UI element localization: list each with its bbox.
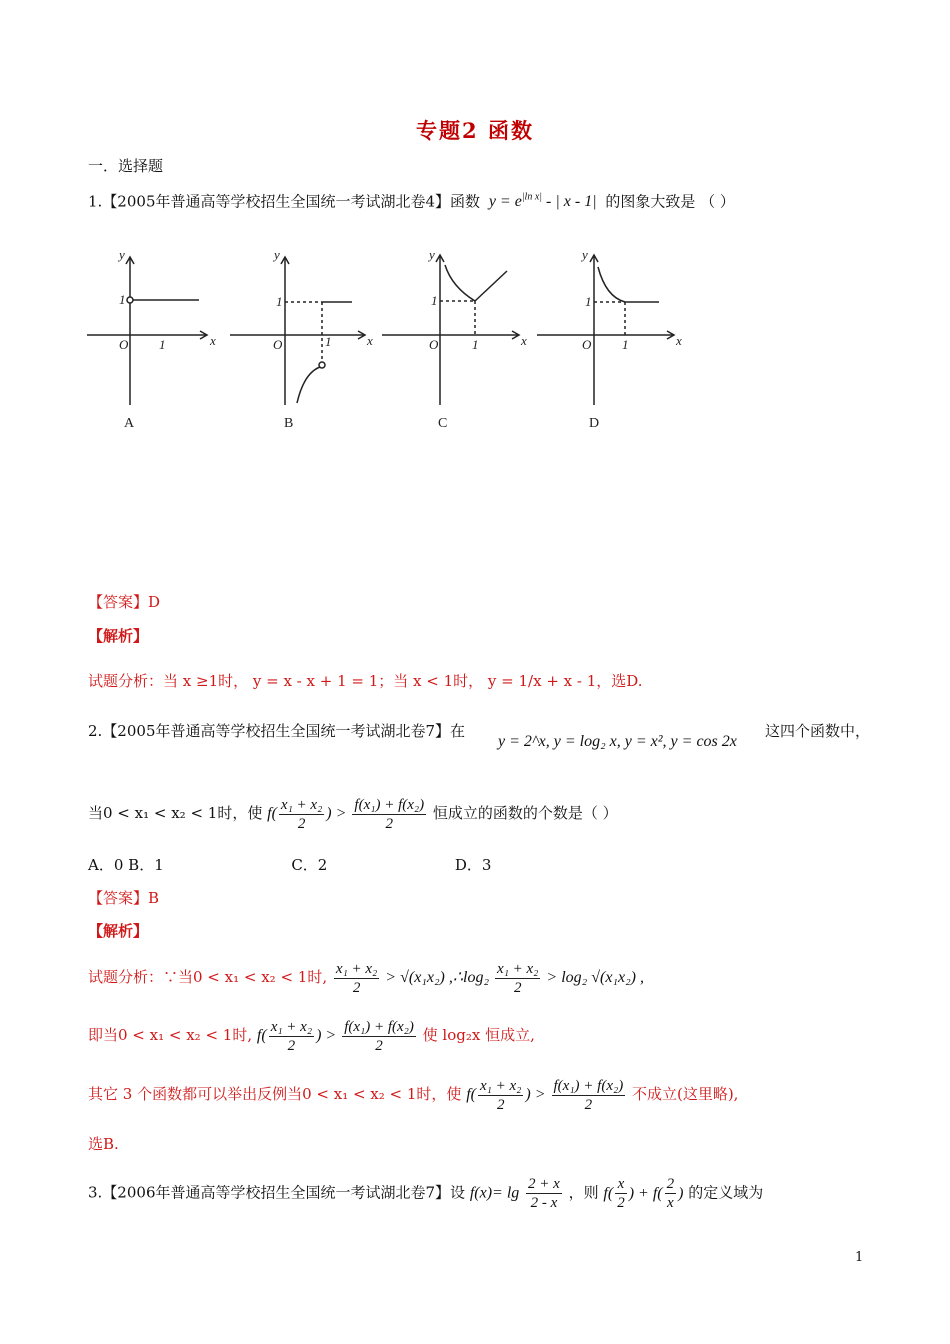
q3-expr: f( $\frac{x}{2}$ ) + f( $\frac{2}{x}$ ) (603, 1176, 684, 1212)
graph-c-x-one: 1 (472, 337, 479, 352)
q1-analysis: 试题分析：当 x ≥1时， y = x - x + 1 = 1；当 x < 1时， y = 1/x + x - 1，选D. (88, 672, 643, 690)
graph-c-origin: O (429, 337, 439, 352)
graph-label-c: C (438, 416, 448, 431)
q2-analysis-2-text: 即当0 < x₁ < x₂ < 1时, (88, 1026, 253, 1045)
q3-line (88, 1175, 763, 1212)
q2-analysis-head: 【解析】 (88, 922, 149, 940)
graph-c (382, 255, 519, 405)
q1-label: 1.【2005年普通高等学校招生全国统一考试湖北卷4】函数 (88, 192, 481, 211)
q2-analysis-3: 其它 3 个函数都可以举出反例当0 < x₁ < x₂ < 1时，使 f( $\frac{\text{x₁ + x₂}}{2}$ ) > $\frac{\text{f(x₁) + f(x₂)}}{2}$ 不成立(这里略), (88, 1078, 739, 1113)
q2-line2-a: 当0 < x₁ < x₂ < 1时，使 (88, 804, 263, 823)
q1-answer: 【答案】D (88, 593, 161, 611)
q2-line1 (88, 721, 465, 741)
q2-analysis-3b: 不成立(这里略), (631, 1085, 739, 1104)
graph-a-x-label: x (210, 333, 216, 348)
q3-frac-num: 2 + x (528, 1176, 560, 1192)
graph-d-y-label: y (582, 247, 588, 262)
q2-option-a: A．0 (88, 856, 124, 874)
graph-b-y-label: y (274, 247, 280, 262)
graph-d-x-label: x (676, 333, 682, 348)
graph-label-a: A (124, 416, 135, 431)
q2-analysis-2b: 使 log₂x 恒成立, (422, 1026, 535, 1045)
graph-d-one: 1 (585, 294, 592, 309)
graph-b-x-one: 1 (325, 334, 332, 349)
q2-option-c: C．2 (291, 856, 328, 874)
q3-mid: ，则 (568, 1183, 599, 1202)
q2-analysis-1-text: 试题分析：∵当0 < x₁ < x₂ < 1时, (88, 968, 328, 987)
q2-analysis-2: 即当0 < x₁ < x₂ < 1时, f( $\frac{\text{x₁ + x₂}}{2}$ ) > $\frac{\text{f(x₁) + f(x₂)}}{2}$ 使 log₂x 恒成立, (88, 1019, 535, 1054)
graph-b (230, 257, 365, 405)
q3-tail: 的定义域为 (688, 1183, 764, 1202)
graph-c-one: 1 (431, 293, 438, 308)
q2-line2 (88, 796, 618, 833)
graph-a-origin: O (119, 337, 129, 352)
q2-option-b: B．1 (128, 856, 164, 874)
graph-d (537, 255, 674, 405)
q2-analysis-1: 试题分析：∵当0 < x₁ < x₂ < 1时, $\frac{\text{x₁ + x₂}}{2}$ > √(x₁x₂) ,∴log₂ $\frac{\text{x₁ + x₂}}{2}$ > log₂ √(x₁x₂) , (88, 961, 644, 996)
graph-label-b: B (284, 416, 294, 431)
q2-label: 2.【2005年普通高等学校招生全国统一考试湖北卷7】在 (88, 722, 466, 740)
q2-line2-b: 恒成立的函数的个数是（ ） (432, 804, 618, 823)
graph-d-x-one: 1 (622, 337, 629, 352)
section-heading: 一．选择题 (88, 157, 164, 175)
q1-graphs (82, 245, 682, 440)
graph-b-one: 1 (276, 294, 283, 309)
q2-option-d: D．3 (454, 856, 492, 874)
q2-analysis-4: 选B. (88, 1135, 119, 1153)
graph-a (87, 257, 207, 405)
q1-formula: $y = e^{|ln x|}$ - | x - 1| (484, 192, 601, 211)
page-title: 专题2 函数 (416, 118, 534, 143)
q1-line (88, 188, 735, 212)
graph-d-origin: O (582, 337, 592, 352)
graph-b-origin: O (273, 337, 283, 352)
q3-frac-den: 2 - x (530, 1195, 558, 1211)
q1-tail: 的图象大致是 （ ） (605, 192, 735, 211)
graph-b-x-label: x (367, 333, 373, 348)
q1-analysis-head: 【解析】 (88, 627, 149, 645)
graph-c-x-label: x (521, 333, 527, 348)
graph-c-y-label: y (429, 247, 435, 262)
page-number: 1 (855, 1250, 864, 1265)
q2-functions: y = 2^x, y = log₂ x, y = x², y = cos 2x (498, 733, 737, 750)
q3-label: 3.【2006年普通高等学校招生全国统一考试湖北卷7】设 (88, 1183, 466, 1202)
q3-formula: f(x)= lg (469, 1184, 520, 1202)
q2-tail: 这四个函数中， (765, 722, 871, 740)
graph-a-x-one: 1 (159, 337, 166, 352)
q2-analysis-3-text: 其它 3 个函数都可以举出反例当0 < x₁ < x₂ < 1时，使 (88, 1085, 462, 1104)
graph-a-one: 1 (119, 292, 126, 307)
q2-ineq: f( $\frac{\text{x₁ + x₂}}{2}$ ) > $\frac{\text{f(x₁) + f(x₂)}}{2}$ (267, 797, 425, 832)
q2-options (88, 855, 491, 875)
graph-label-d: D (589, 416, 600, 431)
graph-a-y-label: y (119, 247, 125, 262)
q2-answer: 【答案】B (88, 889, 160, 907)
